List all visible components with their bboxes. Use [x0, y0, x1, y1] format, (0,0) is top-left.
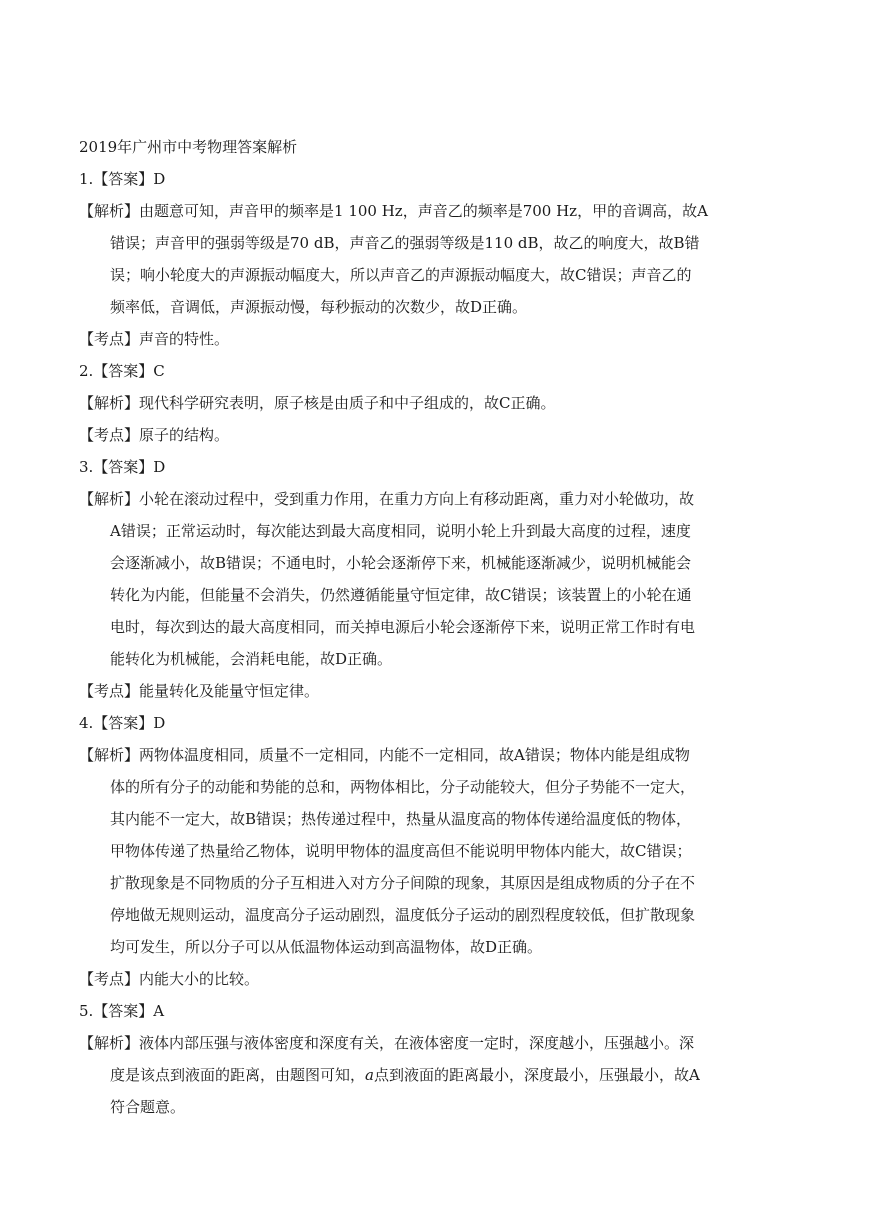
- analysis-line: 扩散现象是不同物质的分子互相进入对方分子间隙的现象，其原因是组成物质的分子在不: [110, 874, 696, 892]
- analysis-line: 会逐渐减小，故B错误；不通电时，小轮会逐渐停下来，机械能逐渐减少，说明机械能会: [110, 554, 692, 572]
- point-line-4: 【考点】内能大小的比较。: [79, 970, 260, 988]
- analysis-line: A错误；正常运动时，每次能达到最大高度相同，说明小轮上升到最大高度的过程，速度: [110, 522, 691, 540]
- analysis-line: 能转化为机械能，会消耗电能，故D正确。: [110, 650, 393, 668]
- answer-line-3: 3.【答案】D: [79, 458, 166, 476]
- point-line-3: 【考点】能量转化及能量守恒定律。: [79, 682, 320, 700]
- analysis-line: 【解析】两物体温度相同，质量不一定相同，内能不一定相同，故A错误；物体内能是组成物: [79, 746, 690, 764]
- analysis-line: 频率低，音调低，声源振动慢，每秒振动的次数少，故D正确。: [110, 298, 528, 316]
- analysis-line: 其内能不一定大，故B错误；热传递过程中，热量从温度高的物体传递给温度低的物体，: [110, 810, 692, 828]
- analysis-line: 【解析】由题意可知，声音甲的频率是1 100 Hz，声音乙的频率是700 Hz，甲的音调高，故A: [79, 202, 708, 220]
- analysis-text: 度是该点到液面的距离，由题图可知，: [110, 1066, 366, 1084]
- answer-line-4: 4.【答案】D: [79, 714, 166, 732]
- analysis-line: 体的所有分子的动能和势能的总和，两物体相比，分子动能较大，但分子势能不一定大，: [110, 778, 696, 796]
- analysis-line: 【解析】现代科学研究表明，原子核是由质子和中子组成的，故C正确。: [79, 394, 556, 412]
- analysis-line: [110, 1065, 700, 1085]
- answer-line-5: 5.【答案】A: [79, 1002, 165, 1020]
- analysis-line: 错误；声音甲的强弱等级是70 dB，声音乙的强弱等级是110 dB，故乙的响度大，故B错: [110, 234, 700, 252]
- analysis-line: 【解析】液体内部压强与液体密度和深度有关，在液体密度一定时，深度越小，压强越小。深: [79, 1034, 695, 1052]
- point-line-2: 【考点】原子的结构。: [79, 426, 230, 444]
- analysis-line: 误；响小轮度大的声源振动幅度大，所以声音乙的声源振动幅度大，故C错误；声音乙的: [110, 266, 692, 284]
- analysis-line: 符合题意。: [110, 1098, 186, 1116]
- analysis-text: 点到液面的距离最小，深度最小，压强最小，故A: [373, 1066, 700, 1084]
- analysis-line: 电时，每次到达的最大高度相同，而关掉电源后小轮会逐渐停下来，说明正常工作时有电: [110, 618, 696, 636]
- answer-line-1: 1.【答案】D: [79, 170, 166, 188]
- analysis-line: 转化为内能，但能量不会消失，仍然遵循能量守恒定律，故C错误；该装置上的小轮在通: [110, 586, 692, 604]
- document-title: 2019年广州市中考物理答案解析: [79, 138, 298, 156]
- point-a-label: a: [365, 1066, 374, 1084]
- point-line-1: 【考点】声音的特性。: [79, 330, 230, 348]
- answer-line-2: 2.【答案】C: [79, 362, 165, 380]
- analysis-line: 停地做无规则运动，温度高分子运动剧烈，温度低分子运动的剧烈程度较低，但扩散现象: [110, 906, 696, 924]
- analysis-line: 均可发生，所以分子可以从低温物体运动到高温物体，故D正确。: [110, 938, 543, 956]
- analysis-line: 【解析】小轮在滚动过程中，受到重力作用，在重力方向上有移动距离，重力对小轮做功，故: [79, 490, 695, 508]
- analysis-line: 甲物体传递了热量给乙物体，说明甲物体的温度高但不能说明甲物体内能大，故C错误；: [110, 842, 692, 860]
